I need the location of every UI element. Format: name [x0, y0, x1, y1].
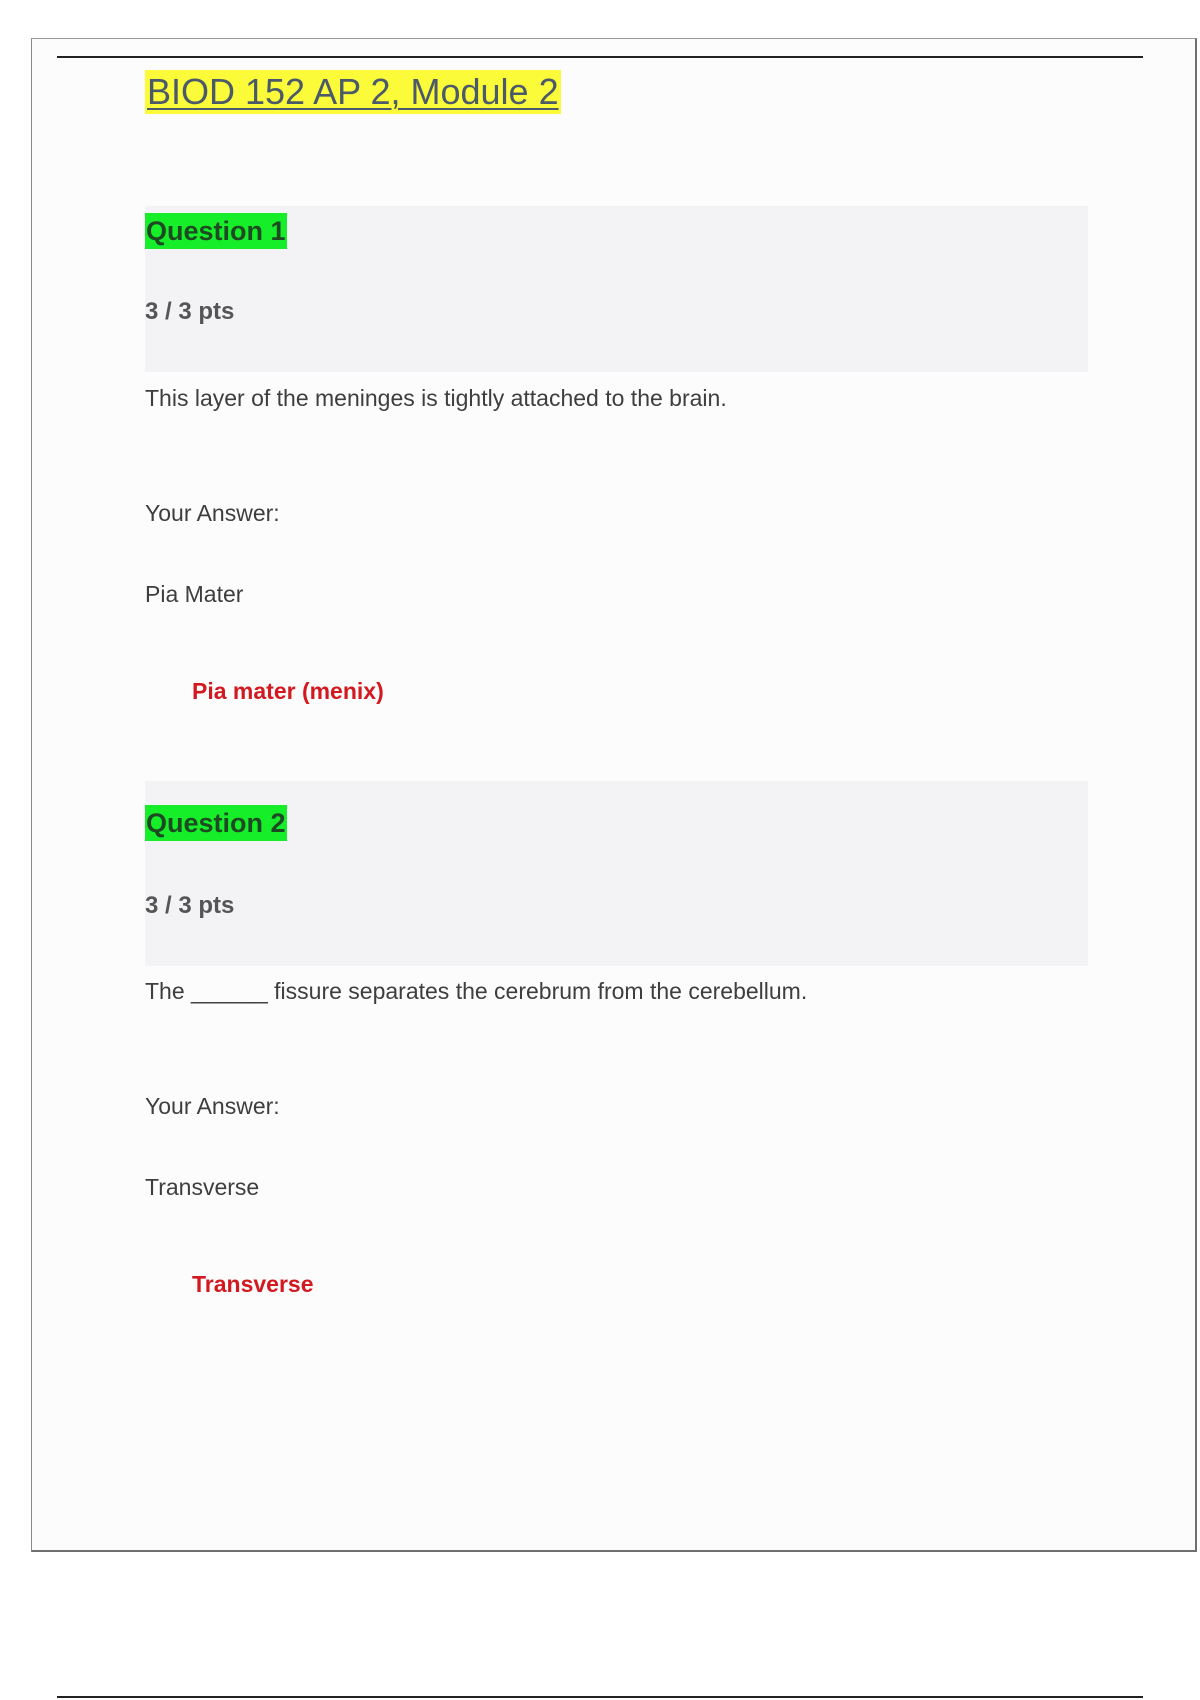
question-2-header: [145, 781, 1088, 966]
bottom-rule: [57, 1696, 1143, 1698]
question-1-header: [145, 206, 1088, 372]
question-2-correct-answer: Transverse: [192, 1271, 314, 1297]
question-2-label: Question 2: [145, 805, 287, 841]
question-1-label: Question 1: [145, 213, 287, 249]
top-rule: [57, 56, 1143, 58]
question-1-your-answer: Pia Mater: [145, 581, 244, 607]
document-title: BIOD 152 AP 2, Module 2: [147, 71, 559, 112]
question-1-prompt: This layer of the meninges is tightly attached to the brain.: [145, 385, 727, 411]
question-2-your-answer: Transverse: [145, 1174, 260, 1200]
question-1-your-answer-label: Your Answer:: [145, 500, 280, 526]
question-1-points: 3 / 3 pts: [145, 298, 235, 325]
question-2-prompt: The ______ fissure separates the cerebrum from the cerebellum.: [145, 978, 808, 1004]
question-2-your-answer-label: Your Answer:: [145, 1093, 280, 1119]
question-2-points: 3 / 3 pts: [145, 892, 235, 919]
question-1-correct-answer: Pia mater (menix): [192, 678, 384, 704]
